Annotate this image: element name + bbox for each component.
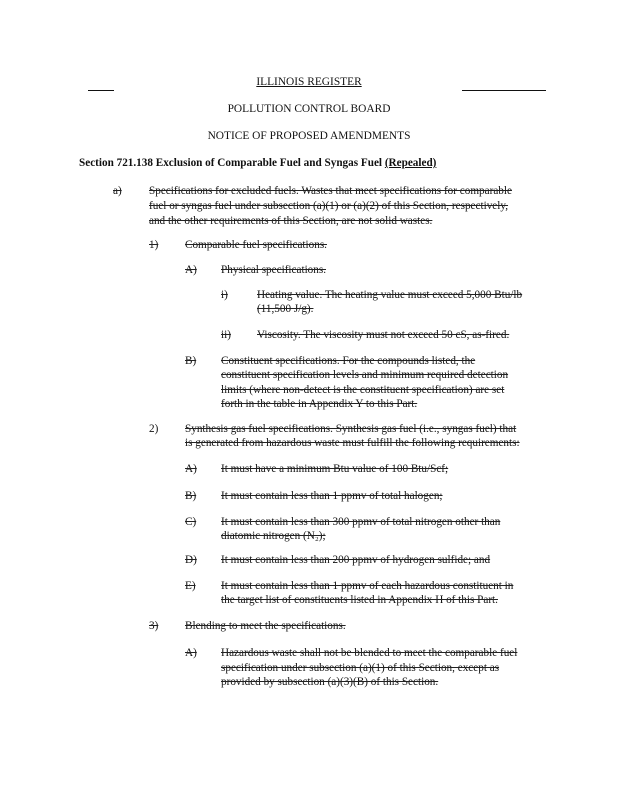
marker-a3A: A) [185, 647, 197, 659]
notice-title: NOTICE OF PROPOSED AMENDMENTS [207, 130, 411, 142]
a2A-text: It must have a minimum Btu value of 100 Btu/Scf; [221, 463, 449, 475]
a2C-line-2: diatomic nitrogen (N₂); [221, 530, 326, 542]
a1B-line-4: forth in the table in Appendix Y to this Part. [221, 398, 418, 410]
a-line-2: fuel or syngas fuel under subsection (a)(1) or (a)(2) of this Section, respectively, [149, 200, 509, 212]
marker-a2C: C) [185, 516, 197, 528]
a1B-line-1: Constituent specifications. For the compounds listed, the [221, 355, 476, 367]
a2-line-1: Synthesis gas fuel specifications. Synthesis gas fuel (i.e., syngas fuel) that [185, 423, 517, 435]
a1-text: Comparable fuel specifications. [185, 239, 327, 251]
marker-a2E: E) [185, 580, 196, 592]
a3-text: Blending to meet the specifications. [185, 620, 346, 632]
a2E-line-1: It must contain less than 1 ppmv of each hazardous constituent in [221, 580, 514, 592]
marker-a1Ai: i) [221, 289, 228, 301]
marker-a2: 2) [149, 423, 159, 435]
a1B-line-3: limits (where non-detect is the constituent specification) are set [221, 384, 505, 396]
a2B-text: It must contain less than 1 ppmv of total halogen; [221, 490, 443, 502]
marker-a: a) [113, 185, 122, 197]
header-rule-left [88, 90, 114, 91]
a2D-text: It must contain less than 200 ppmv of hydrogen sulfide; and [221, 554, 491, 566]
marker-a2D: D) [185, 554, 197, 566]
marker-a1: 1) [149, 239, 159, 251]
a3A-line-3: provided by subsection (a)(3)(B) of this Section. [221, 676, 439, 688]
a2C-line-1: It must contain less than 300 ppmv of total nitrogen other than [221, 516, 501, 528]
a3A-line-2: specification under subsection (a)(1) of this Section, except as [221, 662, 500, 674]
a1Aii-text: Viscosity. The viscosity must not exceed 50 cS, as-fired. [257, 329, 510, 341]
marker-a3: 3) [149, 620, 159, 632]
a1B-line-2: constituent specification levels and minimum required detection [221, 369, 509, 381]
marker-a1Aii: ii) [221, 329, 231, 341]
board-name: POLLUTION CONTROL BOARD [227, 103, 391, 115]
marker-a1B: B) [185, 355, 197, 367]
marker-a1A: A) [185, 264, 197, 276]
section-heading [79, 156, 436, 172]
a1Ai-line-2: (11,500 J/g). [257, 303, 314, 315]
header-rule-right [462, 90, 546, 91]
a-line-3: and the other requirements of this Section, are not solid wastes. [149, 215, 433, 227]
a1A-text: Physical specifications. [221, 264, 327, 276]
register-title: ILLINOIS REGISTER [256, 76, 362, 88]
a2-line-2: is generated from hazardous waste must fulfill the following requirements: [185, 437, 520, 449]
a-line-1: Specifications for excluded fuels. Wastes that meet specifications for comparable [149, 185, 512, 197]
a1Ai-line-1: Heating value. The heating value must exceed 5,000 Btu/lb [257, 289, 523, 301]
marker-a2A: A) [185, 463, 197, 475]
repealed-tag: (Repealed) [384, 157, 437, 169]
section-title: Section 721.138 Exclusion of Comparable Fuel and Syngas Fuel [79, 157, 385, 169]
a3A-line-1: Hazardous waste shall not be blended to meet the comparable fuel [221, 647, 518, 659]
marker-a2B: B) [185, 490, 197, 502]
a2E-line-2: the target list of constituents listed in Appendix H of this Part. [221, 594, 498, 606]
